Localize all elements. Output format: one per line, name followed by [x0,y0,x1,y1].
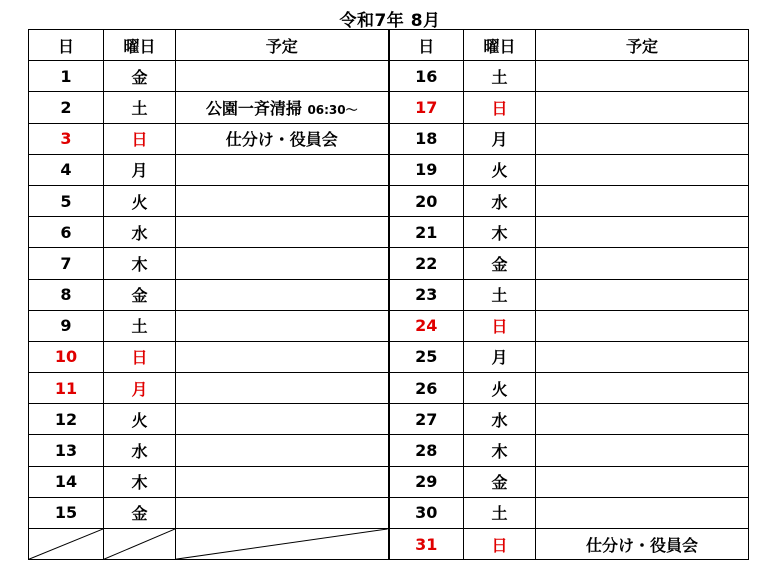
day-cell: 13 [29,435,104,466]
table-row [29,497,749,528]
plan-cell [536,217,749,248]
empty-crossed-cell [176,529,389,560]
table-row [29,373,749,404]
plan-cell [536,497,749,528]
plan-text: 仕分け・役員会 [225,130,338,150]
plan-cell [176,373,389,404]
plan-cell [176,123,389,154]
day-cell: 27 [389,404,464,435]
plan-cell [536,373,749,404]
weekday-cell: 水 [464,185,536,216]
day-cell: 5 [29,185,104,216]
weekday-cell: 金 [104,61,176,92]
diagonal-line [104,529,175,559]
header-day: 日 [29,30,104,61]
day-cell: 8 [29,279,104,310]
plan-cell [176,217,389,248]
day-cell: 15 [29,497,104,528]
weekday-cell: 火 [464,373,536,404]
weekday-cell: 水 [464,404,536,435]
day-cell: 29 [389,466,464,497]
weekday-cell: 日 [464,529,536,560]
plan-cell [176,435,389,466]
header-row [29,30,749,61]
day-cell: 22 [389,248,464,279]
weekday-cell: 月 [464,341,536,372]
day-cell: 2 [29,92,104,123]
day-cell: 12 [29,404,104,435]
weekday-cell: 月 [464,123,536,154]
day-cell: 23 [389,279,464,310]
weekday-cell: 木 [464,217,536,248]
diagonal-line [29,529,103,559]
plan-cell [176,248,389,279]
day-cell: 14 [29,466,104,497]
weekday-cell: 金 [464,466,536,497]
weekday-cell: 木 [104,466,176,497]
table-row [29,123,749,154]
table-row [29,185,749,216]
day-cell: 1 [29,61,104,92]
day-cell: 25 [389,341,464,372]
plan-cell [176,92,389,123]
weekday-cell: 日 [464,310,536,341]
weekday-cell: 日 [464,92,536,123]
plan-cell [536,341,749,372]
weekday-cell: 月 [104,373,176,404]
day-cell: 11 [29,373,104,404]
day-cell: 3 [29,123,104,154]
plan-cell [536,248,749,279]
day-cell: 20 [389,185,464,216]
day-cell: 26 [389,373,464,404]
weekday-cell: 木 [104,248,176,279]
plan-cell [536,123,749,154]
table-row [29,404,749,435]
calendar-title: 令和7年 8月 [339,11,441,31]
plan-cell [176,154,389,185]
weekday-cell: 金 [104,497,176,528]
table-row [29,248,749,279]
header-weekday: 曜日 [464,30,536,61]
empty-crossed-cell [104,529,176,560]
weekday-cell: 火 [464,154,536,185]
weekday-cell: 火 [104,404,176,435]
weekday-cell: 火 [104,185,176,216]
weekday-cell: 月 [104,154,176,185]
plan-cell [536,435,749,466]
weekday-cell: 水 [104,217,176,248]
plan-cell [176,404,389,435]
plan-cell [176,310,389,341]
plan-cell [536,404,749,435]
weekday-cell: 金 [464,248,536,279]
table-row [29,435,749,466]
schedule-table [28,29,749,560]
plan-cell [176,279,389,310]
day-cell: 16 [389,61,464,92]
day-cell: 4 [29,154,104,185]
plan-text: 公園一斉清掃 [205,98,302,118]
weekday-cell: 金 [104,279,176,310]
plan-cell [176,341,389,372]
day-cell: 21 [389,217,464,248]
weekday-cell: 日 [104,341,176,372]
table-row [29,217,749,248]
day-cell: 24 [389,310,464,341]
header-plan: 予定 [536,30,749,61]
weekday-cell: 土 [464,61,536,92]
day-cell: 6 [29,217,104,248]
day-cell: 17 [389,92,464,123]
weekday-cell: 日 [104,123,176,154]
header-plan: 予定 [176,30,389,61]
table-row [29,279,749,310]
day-cell: 10 [29,341,104,372]
plan-cell [176,61,389,92]
table-row [29,466,749,497]
plan-cell [536,154,749,185]
plan-cell [536,185,749,216]
day-cell: 30 [389,497,464,528]
plan-cell [536,310,749,341]
day-cell: 18 [389,123,464,154]
plan-cell [176,466,389,497]
table-row [29,154,749,185]
plan-cell [536,92,749,123]
weekday-cell: 木 [464,435,536,466]
day-cell: 7 [29,248,104,279]
weekday-cell: 土 [464,497,536,528]
plan-cell [176,185,389,216]
empty-crossed-cell [29,529,104,560]
day-cell: 19 [389,154,464,185]
table-row [29,61,749,92]
weekday-cell: 土 [104,92,176,123]
table-row [29,341,749,372]
weekday-cell: 水 [104,435,176,466]
weekday-cell: 土 [464,279,536,310]
plan-cell [536,61,749,92]
table-row [29,92,749,123]
table-row [29,310,749,341]
header-day: 日 [389,30,464,61]
header-weekday: 曜日 [104,30,176,61]
plan-cell [176,497,389,528]
day-cell: 31 [389,529,464,560]
plan-cell: 仕分け・役員会 [536,529,749,560]
plan-time: 06:30～ [307,102,358,117]
day-cell: 9 [29,310,104,341]
plan-cell [536,279,749,310]
table-row [29,529,749,560]
plan-cell [536,466,749,497]
day-cell: 28 [389,435,464,466]
diagonal-line [176,529,388,559]
weekday-cell: 土 [104,310,176,341]
